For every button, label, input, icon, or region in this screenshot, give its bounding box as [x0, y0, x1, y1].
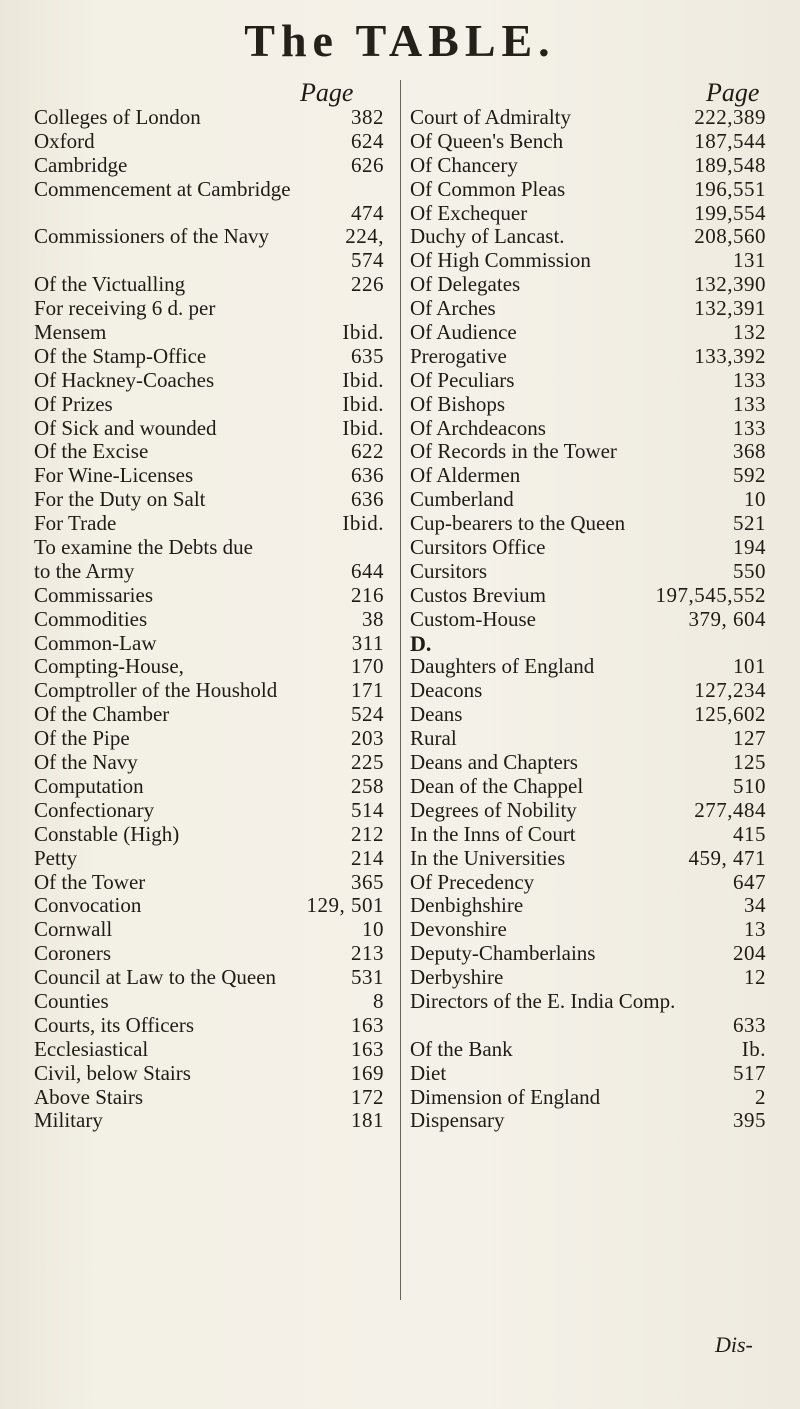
index-entry: [410, 871, 766, 895]
index-entry: [34, 775, 384, 799]
index-entry: [34, 393, 384, 417]
index-entry: [34, 273, 384, 297]
entry-text: Of Common Pleas: [410, 177, 566, 201]
index-entry: [410, 1109, 766, 1133]
entry-text: Cup-bearers to the Queen: [410, 512, 626, 536]
index-entry: [410, 417, 766, 441]
entry-page-number: 132,390: [694, 273, 766, 297]
entry-text: Diet: [410, 1061, 447, 1085]
index-entry: [34, 990, 384, 1014]
index-entry: [410, 799, 766, 823]
index-entry: [34, 871, 384, 895]
index-entry: [410, 823, 766, 847]
entry-page-number: 34: [744, 894, 766, 918]
entry-text: Devonshire: [410, 918, 507, 942]
entry-text: Commissioners of the Navy: [34, 225, 270, 249]
entry-text: Cornwall: [34, 918, 113, 942]
entry-text: Deacons: [410, 679, 483, 703]
entry-text: Deans and Chapters: [410, 751, 578, 775]
entry-text: Colleges of London: [34, 106, 201, 129]
entry-text: For receiving 6 d. per: [34, 297, 216, 321]
entry-text: Civil, below Stairs: [34, 1061, 191, 1085]
entry-text: Of Chancery: [410, 153, 518, 177]
index-entry: [34, 560, 384, 584]
entry-text: Denbighshire: [410, 894, 524, 918]
entry-page-number: 277,484: [694, 798, 766, 822]
entry-text: Of Audience: [410, 321, 517, 345]
entry-text: Of Precedency: [410, 870, 535, 894]
page-title: The TABLE.: [244, 15, 556, 66]
entry-page-number: 194: [733, 536, 766, 560]
entry-text: Of Peculiars: [410, 368, 515, 392]
entry-page-number: [378, 178, 384, 202]
entry-page-number: Ibid.: [342, 512, 384, 536]
entry-page-number: [378, 297, 384, 321]
entry-page-number: 169: [351, 1061, 384, 1085]
right-page-column-label: Page: [706, 78, 760, 107]
entry-text: Of the Navy: [34, 751, 138, 775]
entry-page-number: 514: [351, 798, 384, 822]
index-entry: [34, 1014, 384, 1038]
entry-page-number: 574: [351, 249, 384, 273]
entry-page-number: Ibid.: [342, 321, 384, 345]
index-entry: [34, 154, 384, 178]
entry-text: Custos Brevium: [410, 583, 546, 607]
index-entry: [34, 655, 384, 679]
index-entry: [34, 417, 384, 441]
entry-page-number: 204: [733, 942, 766, 966]
entry-text: Commodities: [34, 607, 148, 631]
index-entry: [34, 345, 384, 369]
entry-text: Of the Chamber: [34, 703, 170, 727]
entry-page-number: 216: [351, 583, 384, 607]
entry-text: Directors of the E. India Comp.: [410, 989, 676, 1013]
entry-text: Derbyshire: [410, 966, 504, 990]
index-entry: [34, 942, 384, 966]
entry-page-number: 624: [351, 129, 384, 153]
entry-page-number: 170: [351, 655, 384, 679]
index-entry: [410, 584, 766, 608]
index-entry: [410, 225, 766, 249]
index-entry: [410, 321, 766, 345]
index-entry: [410, 727, 766, 751]
left-page-column-label: Page: [300, 78, 354, 107]
entry-page-number: 225: [351, 751, 384, 775]
index-entry: [410, 106, 766, 130]
entry-page-number: 224,: [345, 225, 384, 249]
entry-text: Of Exchequer: [410, 201, 528, 225]
index-entry: [410, 536, 766, 560]
entry-text: Council at Law to the Queen: [34, 966, 277, 990]
entry-page-number: 311: [351, 631, 384, 655]
entry-page-number: 226: [351, 273, 384, 297]
entry-text: In the Universities: [410, 846, 566, 870]
entry-page-number: 368: [733, 440, 766, 464]
entry-page-number: 222,389: [694, 106, 766, 129]
index-entry: [410, 894, 766, 918]
index-entry: [34, 178, 384, 202]
entry-page-number: 132: [733, 321, 766, 345]
entry-text: For Trade: [34, 512, 117, 536]
index-entry: [34, 751, 384, 775]
index-entry: [410, 464, 766, 488]
entry-page-number: [378, 536, 384, 560]
index-entry: [34, 1038, 384, 1062]
index-entry: [410, 249, 766, 273]
entry-text: Prerogative: [410, 344, 507, 368]
entry-text: Mensem: [34, 321, 107, 345]
index-entry: [34, 249, 384, 273]
entry-page-number: 474: [351, 201, 384, 225]
entry-page-number: 133: [733, 368, 766, 392]
entry-text: Convocation: [34, 894, 142, 918]
index-entry: [34, 847, 384, 871]
entry-text: [34, 249, 345, 273]
entry-text: to the Army: [34, 559, 135, 583]
entry-page-number: 132,391: [694, 297, 766, 321]
entry-text: Of Sick and wounded: [34, 416, 217, 440]
index-entry: [410, 1062, 766, 1086]
index-entry: [410, 1038, 766, 1062]
index-entry: [34, 369, 384, 393]
entry-text: Dimension of England: [410, 1085, 601, 1109]
entry-text: Of the Victualling: [34, 273, 186, 297]
entry-page-number: 133: [733, 416, 766, 440]
entry-text: Common-Law: [34, 631, 157, 655]
entry-page-number: 379, 604: [688, 607, 766, 631]
entry-text: Of High Commission: [410, 249, 591, 273]
entry-page-number: 189,548: [694, 153, 766, 177]
index-entry: [34, 799, 384, 823]
index-entry: [410, 440, 766, 464]
entry-page-number: 521: [733, 512, 766, 536]
entry-text: Above Stairs: [34, 1085, 144, 1109]
entry-page-number: 129, 501: [306, 894, 384, 918]
entry-text: Deputy-Chamberlains: [410, 942, 596, 966]
index-entry: [410, 847, 766, 871]
entry-page-number: 127,234: [694, 679, 766, 703]
index-entry: [410, 178, 766, 202]
entry-page-number: 647: [733, 870, 766, 894]
entry-page-number: Ibid.: [342, 392, 384, 416]
entry-page-number: 395: [733, 1109, 766, 1133]
index-entry: [34, 225, 384, 249]
entry-page-number: 163: [351, 1013, 384, 1037]
index-entry: [34, 823, 384, 847]
entry-text: Comptroller of the Houshold: [34, 679, 278, 703]
entry-text: Dean of the Chappel: [410, 774, 584, 798]
entry-page-number: 38: [362, 607, 384, 631]
entry-page-number: 524: [351, 703, 384, 727]
entry-text: Cumberland: [410, 488, 514, 512]
index-entry: [34, 1086, 384, 1110]
entry-page-number: 212: [351, 822, 384, 846]
index-entry: [34, 488, 384, 512]
entry-page-number: 622: [351, 440, 384, 464]
left-index-column: [34, 106, 384, 1133]
entry-page-number: 199,554: [694, 201, 766, 225]
index-entry: [410, 154, 766, 178]
entry-text: Of Bishops: [410, 392, 506, 416]
entry-text: Of Arches: [410, 297, 496, 321]
index-entry: [34, 440, 384, 464]
index-entry: [410, 966, 766, 990]
index-entry: [410, 918, 766, 942]
index-entry: [34, 464, 384, 488]
entry-text: Of Prizes: [34, 392, 113, 416]
entry-text: Of Archdeacons: [410, 416, 546, 440]
entry-page-number: 187,544: [694, 129, 766, 153]
entry-text: Dispensary: [410, 1109, 505, 1133]
index-entry: [34, 1062, 384, 1086]
entry-page-number: 197,545,552: [655, 583, 766, 607]
entry-text: To examine the Debts due: [34, 536, 253, 560]
index-entry: [34, 321, 384, 345]
entry-page-number: 633: [733, 1013, 766, 1037]
entry-page-number: Ib.: [741, 1037, 766, 1061]
entry-text: For Wine-Licenses: [34, 464, 194, 488]
entry-text: Rural: [410, 727, 457, 751]
entry-page-number: 644: [351, 559, 384, 583]
index-entry: [410, 775, 766, 799]
index-entry: [410, 369, 766, 393]
entry-text: Of the Stamp-Office: [34, 344, 207, 368]
index-entry: [410, 130, 766, 154]
entry-page-number: Ibid.: [342, 416, 384, 440]
index-entry: [410, 990, 766, 1014]
entry-text: Of Queen's Bench: [410, 129, 564, 153]
index-entry: [34, 918, 384, 942]
entry-text: D.: [410, 631, 432, 656]
index-entry: [410, 297, 766, 321]
entry-page-number: Ibid.: [342, 368, 384, 392]
entry-page-number: 208,560: [694, 225, 766, 249]
entry-text: Compting-House,: [34, 655, 184, 679]
entry-page-number: 258: [351, 774, 384, 798]
entry-page-number: 101: [733, 655, 766, 679]
entry-text: Duchy of Lancast.: [410, 225, 565, 249]
index-entry: [410, 632, 766, 656]
entry-page-number: 636: [351, 488, 384, 512]
index-entry: [410, 393, 766, 417]
entry-page-number: 626: [351, 153, 384, 177]
index-entry: [34, 727, 384, 751]
entry-page-number: 213: [351, 942, 384, 966]
index-entry: [410, 942, 766, 966]
index-entry: [410, 512, 766, 536]
entry-page-number: 214: [351, 846, 384, 870]
index-entry: [34, 536, 384, 560]
index-entry: [410, 655, 766, 679]
index-entry: [34, 202, 384, 226]
entry-text: Commencement at Cambridge: [34, 177, 291, 201]
index-entry: [410, 202, 766, 226]
entry-text: Of the Pipe: [34, 727, 130, 751]
entry-page-number: 592: [733, 464, 766, 488]
index-entry: [410, 273, 766, 297]
entry-page-number: 636: [351, 464, 384, 488]
index-entry: [410, 1086, 766, 1110]
index-entry: [410, 560, 766, 584]
entry-text: Military: [34, 1109, 103, 1133]
entry-page-number: 125: [733, 751, 766, 775]
entry-text: Cursitors Office: [410, 536, 546, 560]
entry-page-number: 10: [744, 488, 766, 512]
entry-page-number: 127: [733, 727, 766, 751]
entry-page-number: 163: [351, 1037, 384, 1061]
entry-text: Daughters of England: [410, 655, 595, 679]
entry-text: Of Hackney-Coaches: [34, 368, 215, 392]
entry-text: Of Aldermen: [410, 464, 521, 488]
entry-text: Oxford: [34, 129, 95, 153]
index-entry: [34, 679, 384, 703]
entry-text: Counties: [34, 989, 109, 1013]
entry-page-number: 365: [351, 870, 384, 894]
entry-page-number: [760, 990, 766, 1014]
index-entry: [34, 1109, 384, 1133]
entry-text: Degrees of Nobility: [410, 798, 577, 822]
index-entry: [410, 345, 766, 369]
entry-text: For the Duty on Salt: [34, 488, 206, 512]
entry-text: Commissaries: [34, 583, 153, 607]
index-entry: [34, 632, 384, 656]
index-entry: [34, 584, 384, 608]
entry-text: Cursitors: [410, 559, 488, 583]
entry-text: [34, 202, 345, 226]
entry-page-number: 459, 471: [688, 846, 766, 870]
entry-page-number: 133: [733, 392, 766, 416]
index-entry: [34, 966, 384, 990]
index-entry: [410, 488, 766, 512]
entry-text: Coroners: [34, 942, 111, 966]
entry-page-number: 181: [351, 1109, 384, 1133]
entry-page-number: 125,602: [694, 703, 766, 727]
entry-page-number: 415: [733, 822, 766, 846]
entry-page-number: 550: [733, 559, 766, 583]
entry-text: Courts, its Officers: [34, 1013, 195, 1037]
index-entry: [410, 679, 766, 703]
index-entry: [34, 130, 384, 154]
entry-page-number: 172: [351, 1085, 384, 1109]
index-entry: [34, 297, 384, 321]
entry-page-number: 13: [744, 918, 766, 942]
entry-text: Custom-House: [410, 607, 536, 631]
entry-page-number: 10: [362, 918, 384, 942]
entry-text: Ecclesiastical: [34, 1037, 149, 1061]
entry-page-number: 8: [373, 989, 384, 1013]
entry-text: Constable (High): [34, 822, 180, 846]
catchword: Dis-: [715, 1332, 753, 1357]
entry-page-number: 2: [755, 1085, 766, 1109]
entry-page-number: 171: [351, 679, 384, 703]
entry-text: Of Records in the Tower: [410, 440, 617, 464]
right-index-column: [410, 106, 766, 1133]
entry-text: Of Delegates: [410, 273, 521, 297]
index-entry: [34, 894, 384, 918]
entry-page-number: 510: [733, 774, 766, 798]
entry-page-number: 517: [733, 1061, 766, 1085]
entry-text: Of the Bank: [410, 1037, 513, 1061]
index-entry: [34, 512, 384, 536]
entry-page-number: 196,551: [694, 177, 766, 201]
entry-page-number: 382: [351, 106, 384, 129]
entry-text: Court of Admiralty: [410, 106, 571, 129]
entry-text: Of the Excise: [34, 440, 149, 464]
entry-page-number: 12: [744, 966, 766, 990]
index-entry: [410, 1014, 766, 1038]
entry-text: In the Inns of Court: [410, 822, 576, 846]
index-entry: [410, 703, 766, 727]
index-entry: [34, 608, 384, 632]
entry-text: Petty: [34, 846, 78, 870]
entry-page-number: 531: [351, 966, 384, 990]
index-entry: [410, 751, 766, 775]
entry-text: Computation: [34, 774, 144, 798]
entry-text: Cambridge: [34, 153, 128, 177]
index-entry: [410, 608, 766, 632]
entry-page-number: 203: [351, 727, 384, 751]
entry-page-number: 635: [351, 344, 384, 368]
entry-text: [410, 1014, 727, 1038]
index-entry: [34, 703, 384, 727]
index-entry: [34, 106, 384, 130]
column-divider: [400, 80, 401, 1300]
entry-page-number: 131: [733, 249, 766, 273]
entry-text: Deans: [410, 703, 463, 727]
entry-page-number: 133,392: [694, 344, 766, 368]
entry-text: Confectionary: [34, 798, 155, 822]
entry-text: Of the Tower: [34, 870, 146, 894]
